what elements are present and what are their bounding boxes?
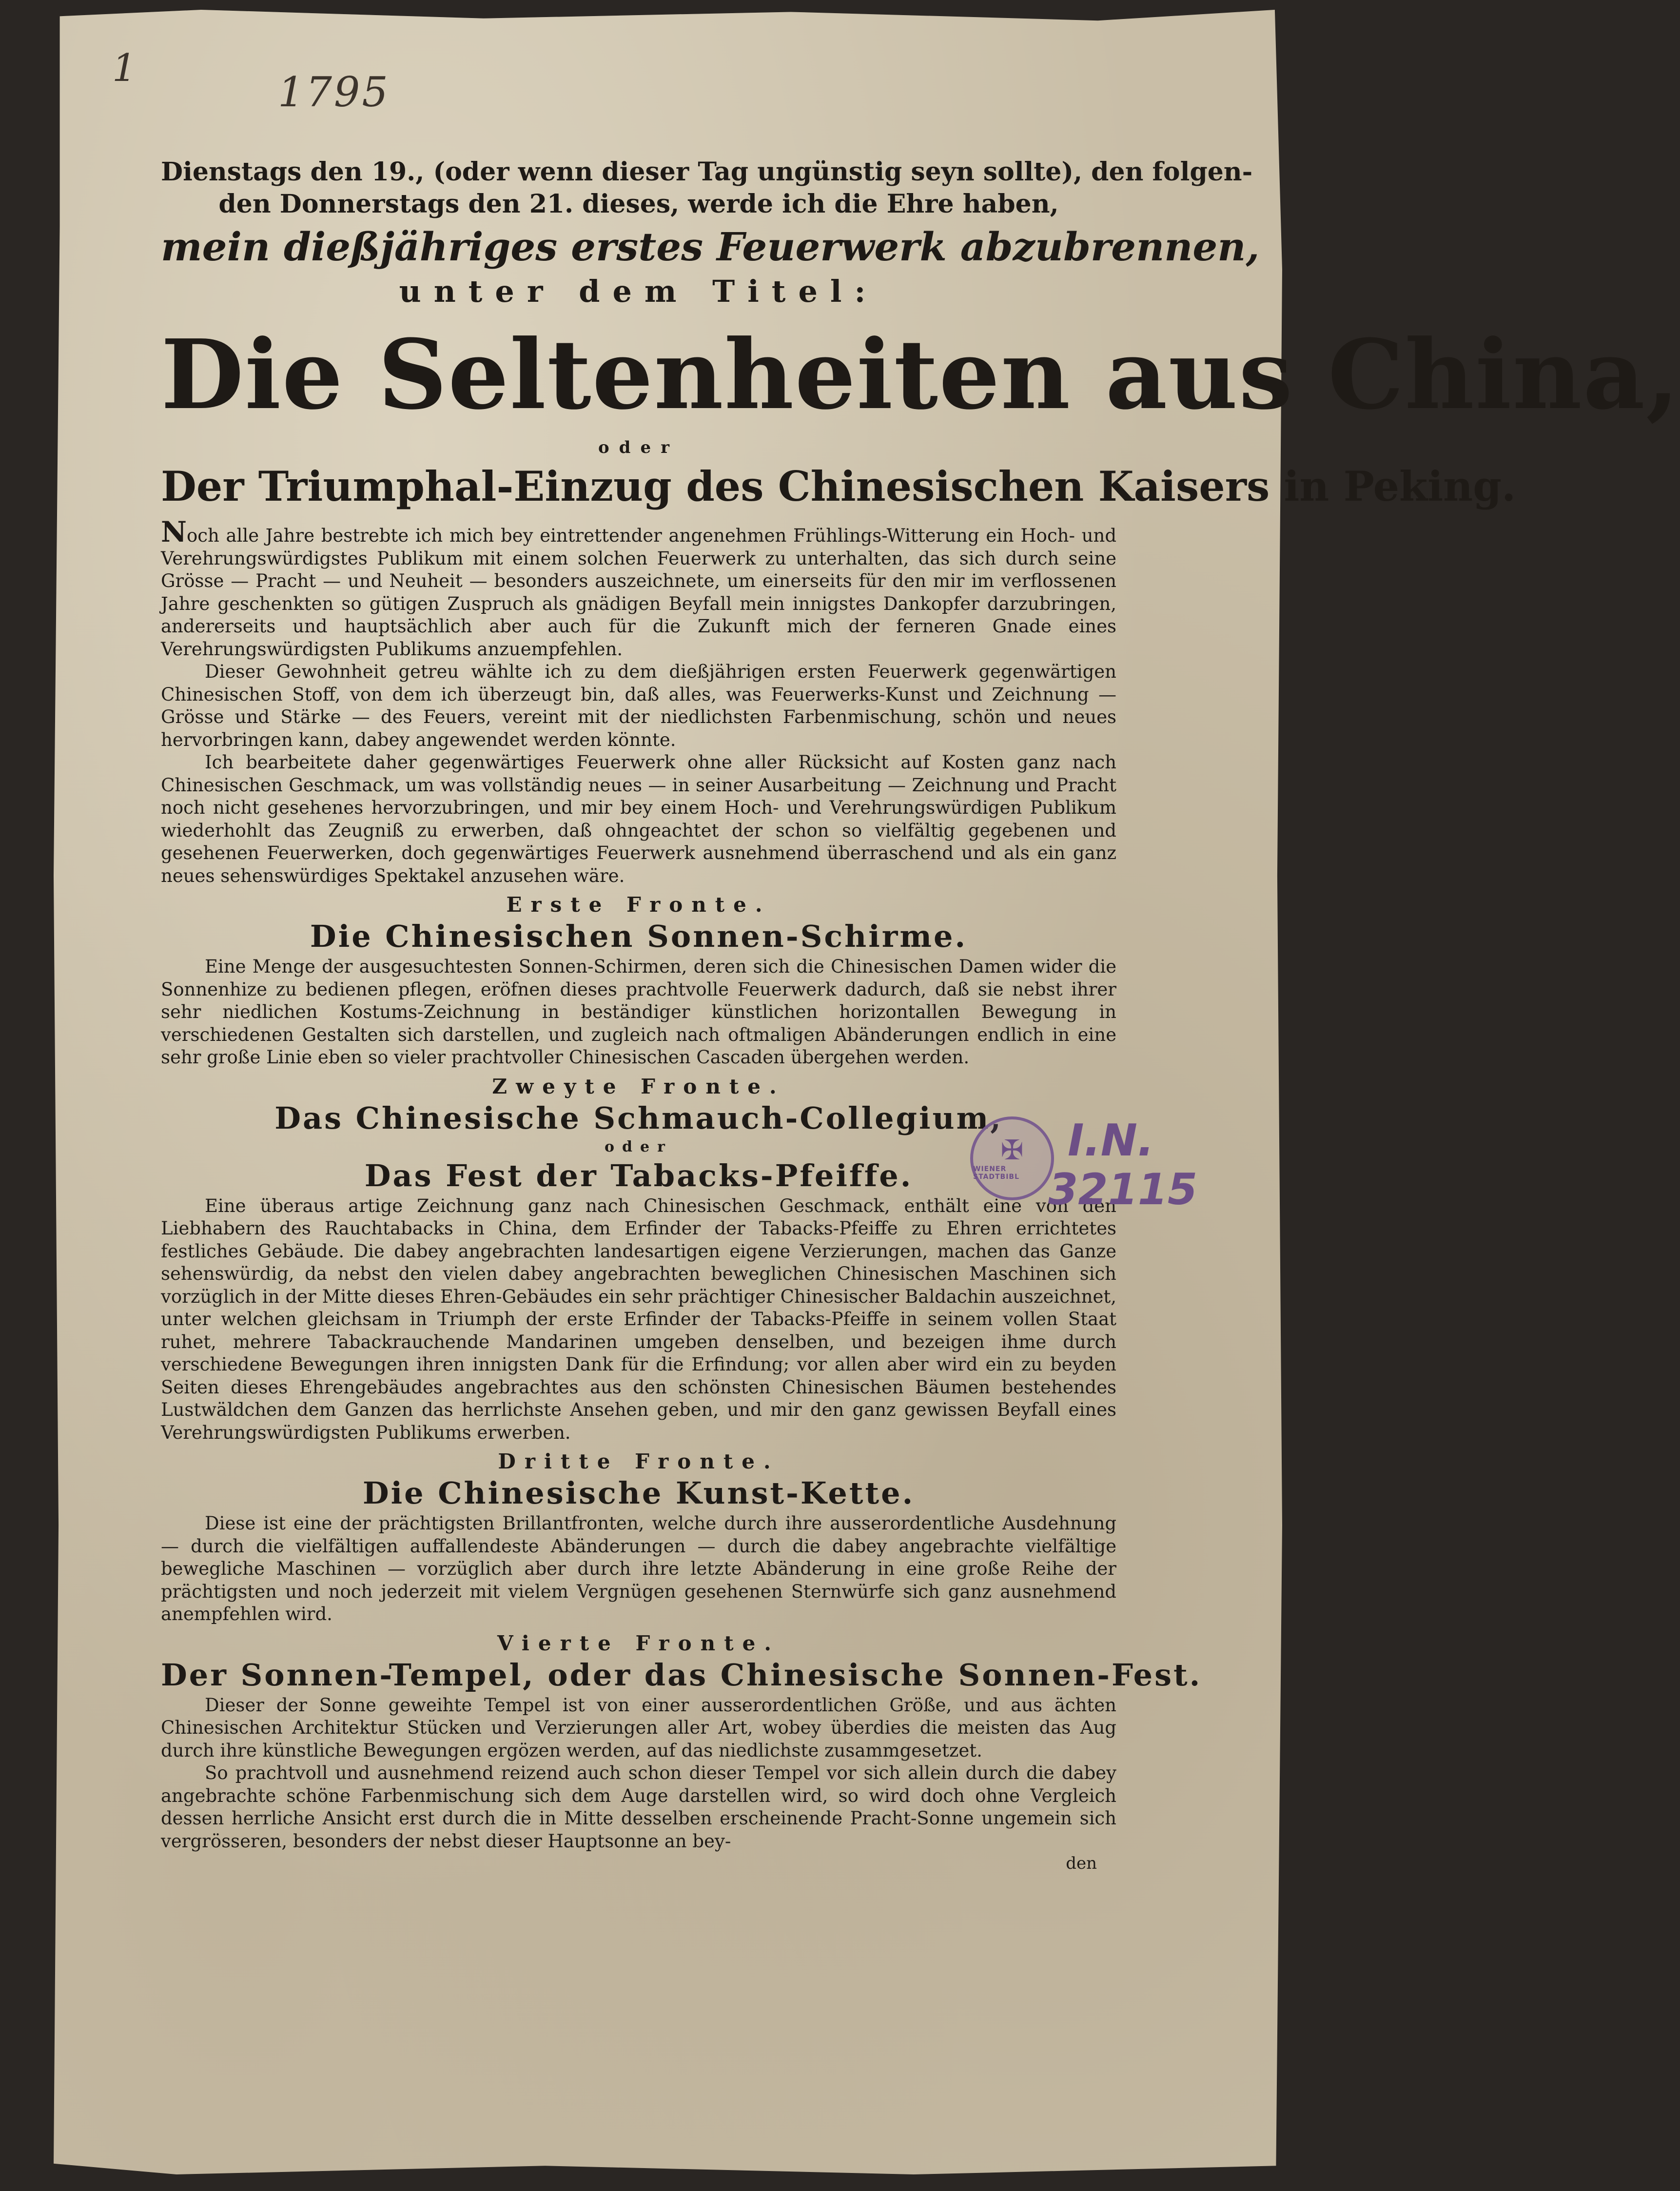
front-label: Erste Fronte.	[506, 893, 771, 917]
front-paragraph: Diese ist eine der prächtigsten Brillantfronten, welche durch ihre ausserordentliche Ausdehnung — durch die vielfältigen auffallendeste Abänderungen — durch die dabey angebrachte vielfältige bewegliche Maschinen — vorzüglich aber durch ihre letzte Abänderung in eine große Reihe der prächtigsten und noch jederzeit mit vielem Vergnügen gesehenen Sternwürfe sich ganz ausnehmend anempfehlen wird.	[161, 1513, 1116, 1624]
front-alt-title: Das Fest der Tabacks-Pfeiffe.	[364, 1157, 913, 1193]
oder-separator: oder	[598, 438, 679, 457]
year-annotation: 1795	[278, 68, 390, 116]
front-paragraph: Eine Menge der ausgesuchtesten Sonnen-Schirmen, deren sich die Chinesischen Damen wider die Sonnenhize zu bedienen pflegen, eröfnen dieses prachtvolle Feuerwerk dadurch, daß sie nebst ihrer sehr niedlichen Kostums-Zeichnung in beständiger künstlichen horizontallen Bewegung in verschiedenen Gestalten sich darstellen, und zugleich nach oftmaligen Abänderungen endlich in eine sehr große Linie eben so vieler prachtvoller Chinesischen Cascaden übergehen werden.	[161, 956, 1116, 1068]
front-paragraph: Eine überaus artige Zeichnung ganz nach Chinesischen Geschmack, enthält eine von den Liebhabern des Rauchtabacks in China, dem Erfinder der Tabacks-Pfeiffe zu Ehren errichtetes festliches Gebäude. Die dabey angebrachten landesartigen eigene Verzierungen, machen das Ganze sehenswürdig, da nebst den vielen dabey angebrachten beweglichen Chinesischen Maschinen sich vorzüglich in der Mitte dieses Ehren-Gebäudes ein sehr prächtiger Chinesischer Baldachin auszeichnet, unter welchen gleichsam in Triumph der erste Erfinder der Tabacks-Pfeiffe in seinem vollen Staat ruhet, mehrere Tabackrauchende Mandarinen umgeben denselben, und bezeigen ihme durch verschiedene Bewegungen ihren innigsten Dank für die Erfindung; vor allen aber wird ein zu beyden Seiten dieses Ehrengebäudes angebrachtes aus den schönsten Chinesischen Bäumen bestehendes Lustwäldchen dem Ganzen das herrlichste Ansehen geben, und mir den ganz gewissen Beyfall eines Verehrungswürdigsten Publikums erwerben.	[161, 1195, 1116, 1443]
main-title: Die Seltenheiten aus China,	[161, 319, 1680, 431]
announcement-line: mein dießjähriges erstes Feuerwerk abzubrennen,	[161, 224, 1260, 270]
shelfmark-annotation	[1048, 1115, 1198, 1214]
page-number-annotation: 1	[112, 46, 137, 90]
front-section-1	[161, 892, 1116, 1069]
intro-line: den Donnerstags den 21. dieses, werde ich die Ehre haben,	[218, 189, 1059, 219]
front-label: Zweyte Fronte.	[492, 1074, 785, 1098]
front-paragraph: Dieser der Sonne geweihte Tempel ist von einer ausserordentlichen Größe, und aus ächten Chinesischen Architektur Stücken und Verzierungen aller Art, wobey überdies die meisten das Aug durch ihre künstliche Bewegungen ergözen werden, auf das niedlichste zusammgesetzet.	[161, 1694, 1116, 1761]
front-title: Das Chinesische Schmauch-Collegium,	[274, 1100, 1003, 1136]
intro-section	[161, 515, 1116, 887]
library-stamp	[970, 1116, 1054, 1200]
front-section-4	[161, 1631, 1202, 1853]
intro-paragraph: Ich bearbeitete daher gegenwärtiges Feuerwerk ohne aller Rücksicht auf Kosten ganz nach Chinesischen Geschmack, um was vollständig neues — in seiner Ausarbeitung — Zeichnung und Pracht noch nicht gesehenes hervorzubringen, und mir bey einem Hoch- und Verehrungswürdigen Publikum wiederhohlt das Zeugniß zu erwerben, daß ohngeachtet der schon so vielfältig gegebenen und gesehenen Feuerwerken, doch gegenwärtiges Feuerwerk ausnehmend überraschend und als ein ganz neues sehenswürdiges Spektakel anzusehen wäre.	[161, 752, 1116, 886]
front-title: Die Chinesischen Sonnen-Schirme.	[310, 919, 968, 954]
intro-paragraph: Noch alle Jahre bestrebte ich mich bey eintrettender angenehmen Frühlings-Witterung ein Hoch- und Verehrungswürdigstes Publikum mit einem solchen Feuerwerk zu unterhalten, das sich durch seine Grösse — Pracht — und Neuheit — besonders auszeichnete, um einerseits für den mir im verflossenen Jahre geschenkten so gütigen Zuspruch als gnädigen Beyfall mein innigstes Dankopfer darzubringen, andererseits und hauptsächlich aber auch für die Zukunft mich der ferneren Gnade eines Verehrungswürdigsten Publikums anzuempfehlen.	[161, 515, 1116, 660]
shelfmark-number: 32115	[1048, 1164, 1198, 1214]
front-paragraph: So prachtvoll und ausnehmend reizend auch schon dieser Tempel vor sich allein durch die dabey angebrachte schöne Farbenmischung sich dem Auge darstellen wird, so wird doch ohne Vergleich dessen herrliche Ansicht erst durch die in Mitte desselben erscheinende Pracht-Sonne ungemein sich vergrösseren, besonders der nebst dieser Hauptsonne an bey-	[161, 1762, 1116, 1852]
intro-line: Dienstags den 19., (oder wenn dieser Tag ungünstig seyn sollte), den folgen-	[161, 157, 1253, 187]
front-section-2	[161, 1074, 1116, 1445]
shelfmark-code: I.N.	[1068, 1115, 1154, 1166]
oder-separator: oder	[605, 1138, 673, 1155]
front-section-3	[161, 1449, 1116, 1626]
subtitle: Der Triumphal-Einzug des Chinesischen Kaisers in Peking.	[161, 462, 1516, 510]
under-title-line: unter dem Titel:	[399, 274, 879, 309]
front-title: Die Chinesische Kunst-Kette.	[362, 1475, 915, 1511]
stamp-text: WIENER STADTBIBL	[973, 1165, 1020, 1181]
eagle-icon: ✠	[1000, 1135, 1024, 1166]
front-label: Dritte Fronte.	[498, 1449, 780, 1473]
front-title: Der Sonnen-Tempel, oder das Chinesische Sonnen-Fest.	[161, 1657, 1202, 1693]
intro-paragraph: Dieser Gewohnheit getreu wählte ich zu dem dießjährigen ersten Feuerwerk gegenwärtigen Chinesischen Stoff, von dem ich überzeugt bin, daß alles, was Feuerwerks-Kunst und Zeichnung — Grösse und Stärke — des Feuers, vereint mit der niedlichsten Farbenmischung, schön und neues hervorbringen kann, dabey angewendet werden könnte.	[161, 661, 1116, 750]
front-label: Vierte Fronte.	[497, 1631, 780, 1655]
catchword: den	[1066, 1854, 1097, 1873]
